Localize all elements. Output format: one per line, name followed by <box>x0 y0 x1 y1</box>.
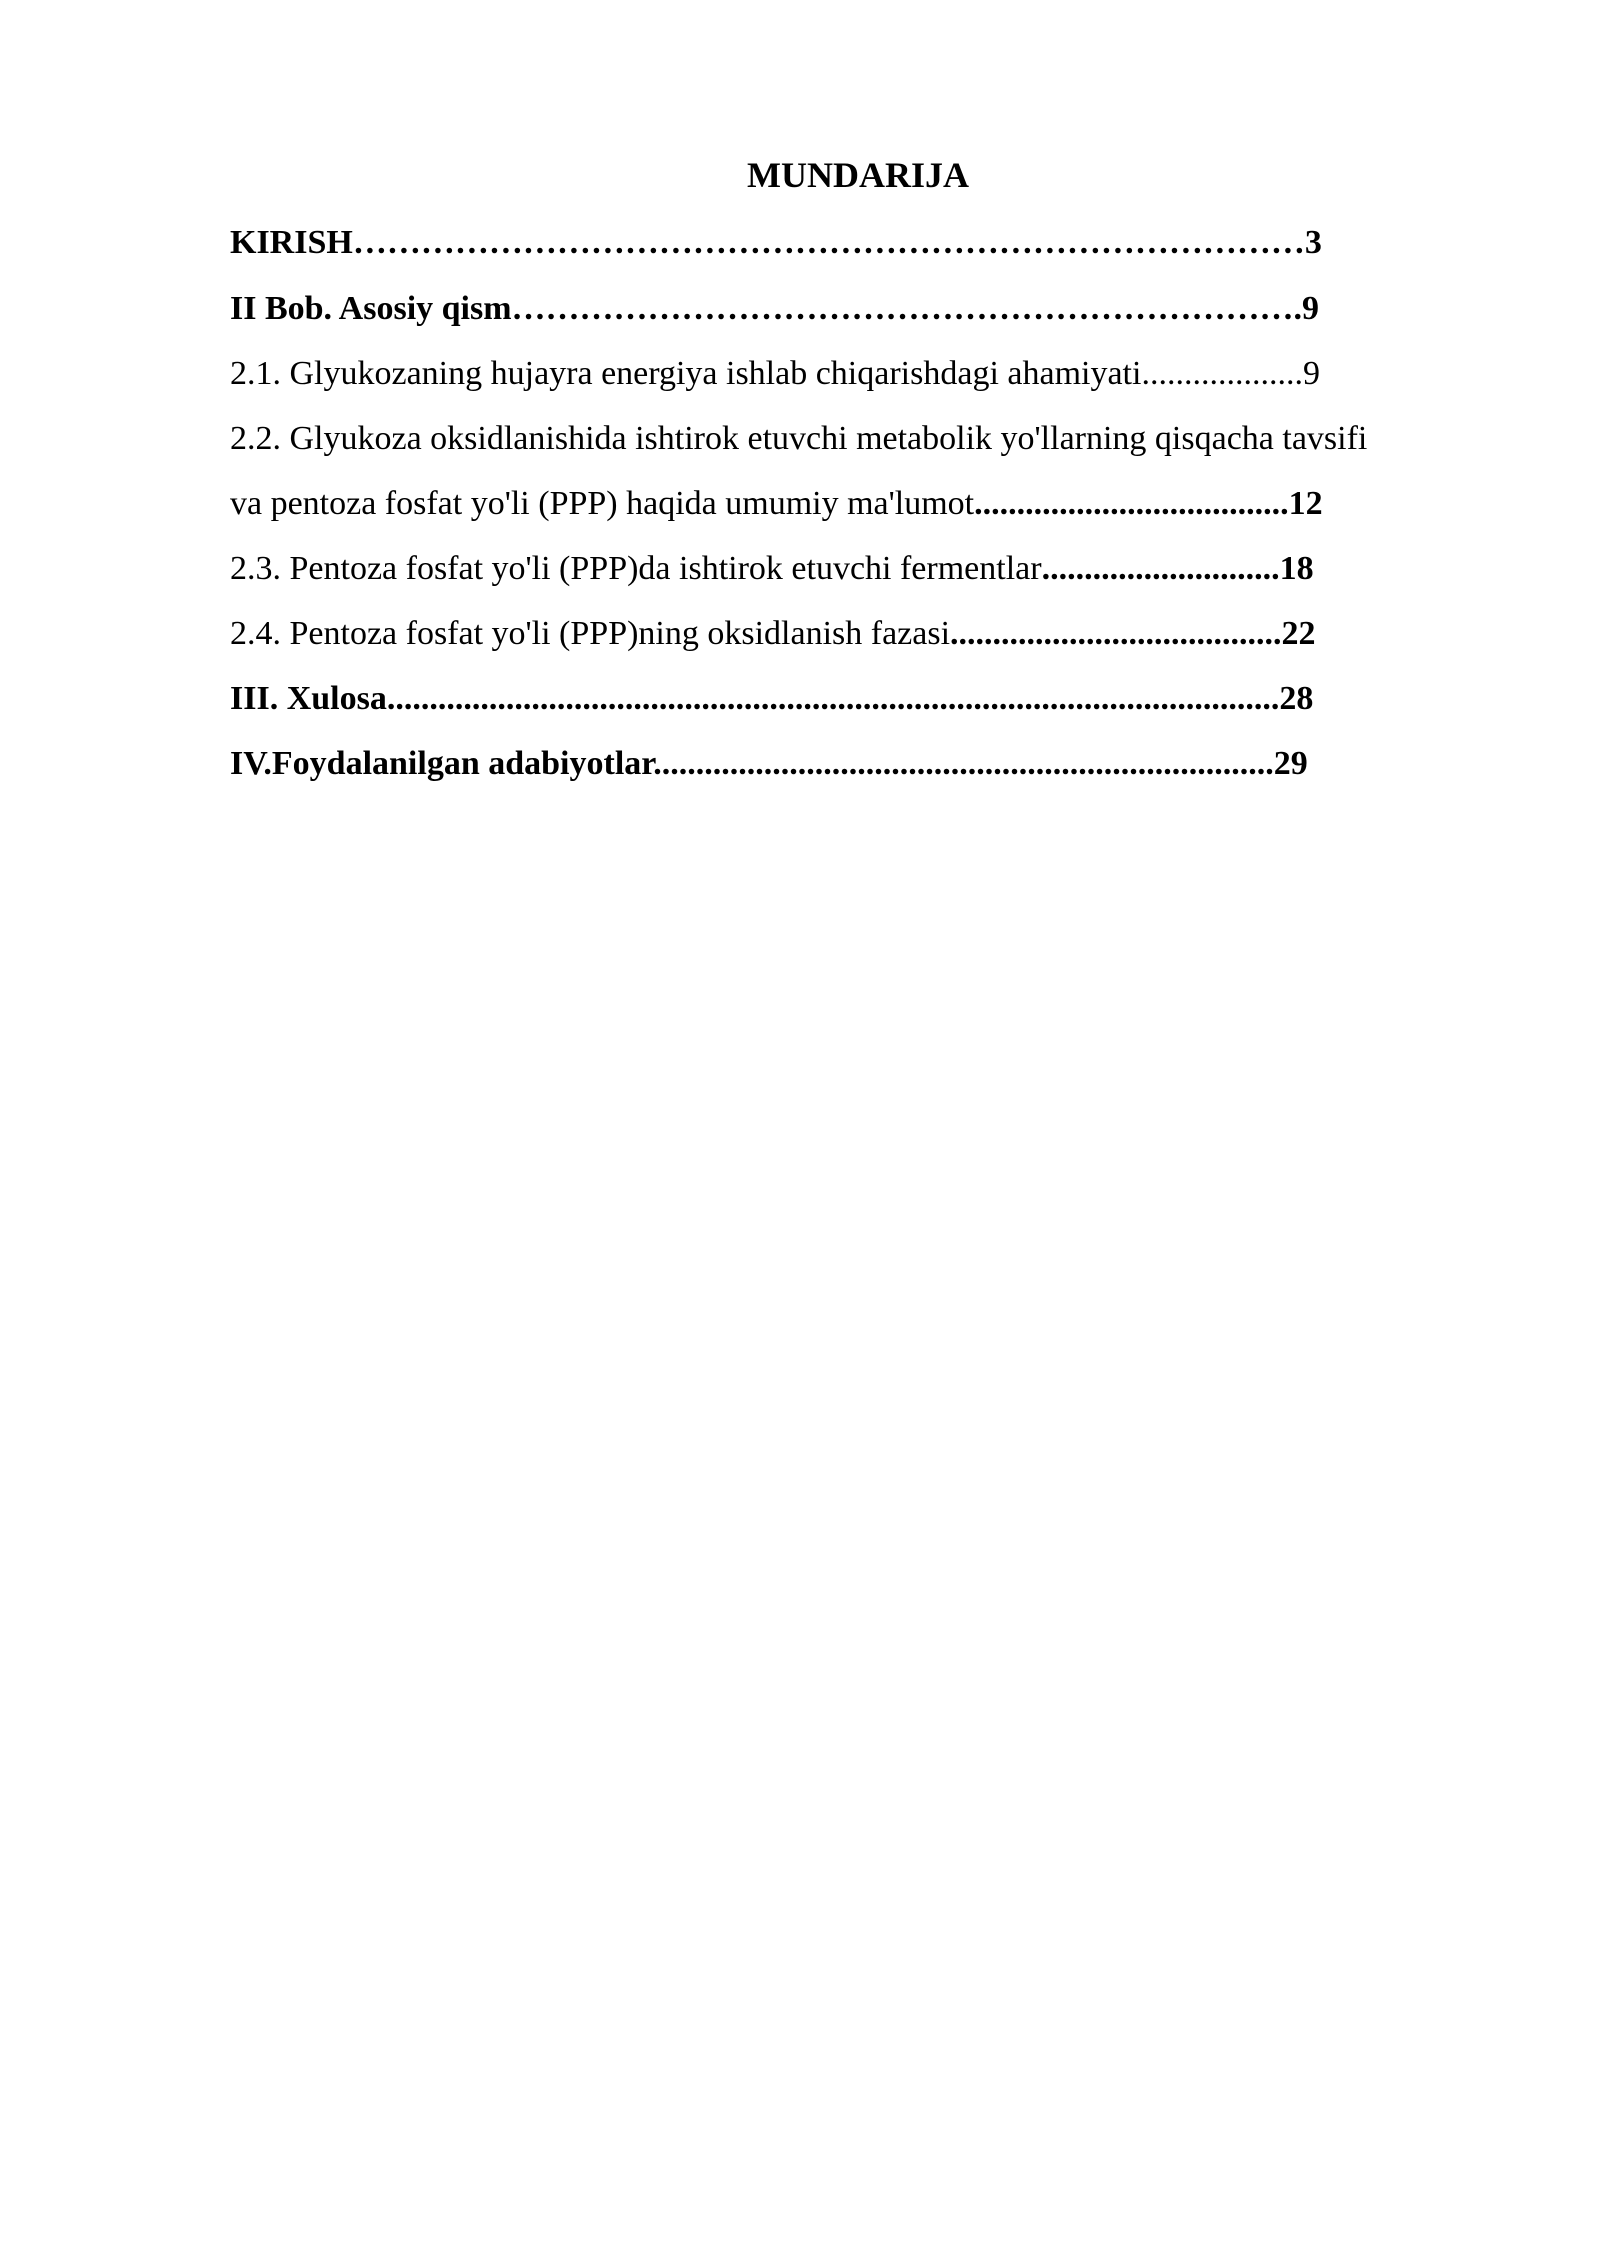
toc-dot-leader: ………………………………………………………………………… <box>352 224 1305 261</box>
toc-page-number: 22 <box>1281 615 1316 652</box>
toc-page-number: .9 <box>1293 290 1320 327</box>
page-title: MUNDARIJA <box>747 155 969 195</box>
toc-entry-text: 2.4. Pentoza fosfat yo'li (PPP)ning oksidlanish fazasi <box>230 615 951 652</box>
toc-dot-leader: ......................................................................................................... <box>386 680 1280 717</box>
toc-entry-xulosa <box>230 674 1313 724</box>
toc-dot-leader: ......................................................................... <box>653 745 1274 782</box>
toc-page-number: 28 <box>1279 680 1314 717</box>
toc-page-number: 18 <box>1279 550 1314 587</box>
toc-entry-2-1 <box>230 349 1320 399</box>
toc-dot-leader: …………………………………………………………… <box>511 290 1294 327</box>
toc-entry-text: III. Xulosa <box>230 680 387 717</box>
toc-entry-text: 2.3. Pentoza fosfat yo'li (PPP)da ishtirok etuvchi fermentlar <box>230 550 1042 587</box>
toc-dot-leader: ..................................... <box>974 485 1289 522</box>
toc-entry-2-2 <box>230 414 1367 464</box>
toc-entry-text: KIRISH <box>230 224 353 261</box>
toc-entry-text: IV.Foydalanilgan adabiyotlar <box>230 745 654 782</box>
toc-entry-text: II Bob. Asosiy qism <box>230 290 512 327</box>
toc-page-number: 9 <box>1302 355 1320 392</box>
toc-entry-2-4 <box>230 609 1316 659</box>
toc-entry-text: 2.1. Glyukozaning hujayra energiya ishlab chiqarishdagi ahamiyati <box>230 355 1142 392</box>
toc-page-number: 29 <box>1273 745 1308 782</box>
toc-dot-leader: ....................................... <box>950 615 1282 652</box>
toc-dot-leader: ............................ <box>1041 550 1280 587</box>
toc-entry-asosiy-qism <box>230 284 1319 334</box>
toc-entry-2-3 <box>230 544 1314 594</box>
toc-page-number: 3 <box>1304 224 1322 261</box>
toc-dot-leader: ................... <box>1141 355 1303 392</box>
toc-entry-text: va pentoza fosfat yo'li (PPP) haqida umumiy ma'lumot <box>230 485 975 522</box>
toc-entry-text: 2.2. Glyukoza oksidlanishida ishtirok etuvchi metabolik yo'llarning qisqacha tavsifi <box>230 420 1368 457</box>
toc-entry-adabiyotlar <box>230 739 1308 789</box>
toc-entry-2-2-continued <box>230 479 1323 529</box>
toc-entry-kirish <box>230 218 1322 268</box>
toc-page-number: 12 <box>1288 485 1323 522</box>
